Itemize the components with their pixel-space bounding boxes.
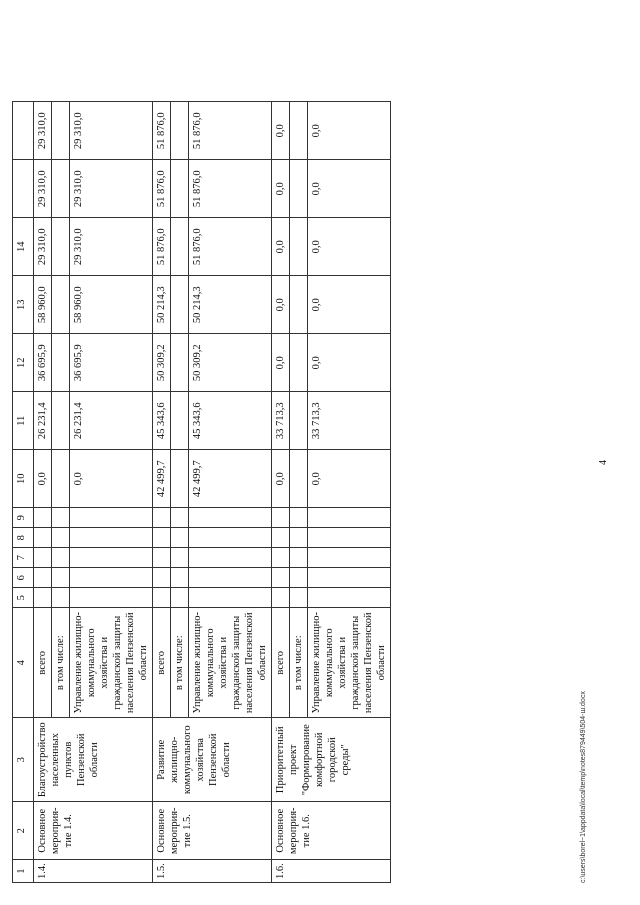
value-cell: 51 876,0 [189,102,272,160]
row-label: в том числе: [290,608,308,718]
event-name: Основное мероприя-тие 1.5. [153,802,272,860]
empty-cell [308,568,391,588]
value-cell: 0,0 [70,450,153,508]
column-header: 7 [13,548,34,568]
empty-cell [34,508,52,528]
empty-cell [153,548,171,568]
empty-cell [153,528,171,548]
empty-cell [290,528,308,548]
value-cell [171,392,189,450]
value-cell [290,392,308,450]
empty-cell [153,568,171,588]
value-cell [52,334,70,392]
empty-cell [171,588,189,608]
event-name: Основное мероприя-тие 1.4. [34,802,153,860]
column-header: 12 [13,334,34,392]
empty-cell [70,568,153,588]
value-cell: 51 876,0 [153,102,171,160]
empty-cell [189,508,272,528]
empty-cell [153,508,171,528]
value-cell: 45 343,6 [153,392,171,450]
value-cell: 45 343,6 [189,392,272,450]
column-header: 5 [13,588,34,608]
value-cell: 29 310,0 [70,160,153,218]
empty-cell [290,508,308,528]
empty-cell [34,568,52,588]
value-cell: 33 713,3 [272,392,290,450]
column-header: 14 [13,218,34,276]
value-cell: 0,0 [308,160,391,218]
column-header: 3 [13,718,34,802]
empty-cell [52,548,70,568]
item-number: 1.5. [153,860,272,883]
footer-file-path: c:\users\borel~1\appdata\local\temp\notes879449\504-ш.docx [580,691,587,883]
empty-cell [308,548,391,568]
row-label: всего [272,608,290,718]
program-name: Приоритетный проект "Формирование комфортной городской среды" [272,718,391,802]
empty-cell [153,588,171,608]
empty-cell [52,588,70,608]
empty-cell [52,568,70,588]
empty-cell [272,528,290,548]
empty-cell [52,508,70,528]
value-cell [171,450,189,508]
value-cell: 51 876,0 [153,218,171,276]
column-header: 4 [13,608,34,718]
column-header: 11 [13,392,34,450]
value-cell: 29 310,0 [34,218,52,276]
item-number: 1.6. [272,860,391,883]
column-header: 10 [13,450,34,508]
empty-cell [70,528,153,548]
value-cell [52,102,70,160]
value-cell: 50 214,3 [189,276,272,334]
column-header: 9 [13,508,34,528]
value-cell [171,102,189,160]
value-cell: 50 309,2 [153,334,171,392]
value-cell: 0,0 [272,450,290,508]
value-cell: 33 713,3 [308,392,391,450]
value-cell: 0,0 [308,276,391,334]
value-cell: 29 310,0 [34,102,52,160]
column-header [13,160,34,218]
empty-cell [189,568,272,588]
empty-cell [52,528,70,548]
value-cell: 29 310,0 [70,102,153,160]
empty-cell [171,508,189,528]
program-name: Благоустройство населенных пунктов Пензенской области [34,718,153,802]
value-cell: 36 695,9 [70,334,153,392]
empty-cell [171,568,189,588]
value-cell: 0,0 [308,450,391,508]
value-cell: 26 231,4 [70,392,153,450]
item-number: 1.4. [34,860,153,883]
empty-cell [308,508,391,528]
program-name: Развитие жилищно-коммунального хозяйства Пензенской области [153,718,272,802]
value-cell: 29 310,0 [70,218,153,276]
empty-cell [70,548,153,568]
value-cell [52,276,70,334]
empty-cell [189,588,272,608]
value-cell [290,160,308,218]
value-cell: 50 214,3 [153,276,171,334]
column-header: 2 [13,802,34,860]
value-cell: 36 695,9 [34,334,52,392]
row-label: всего [153,608,171,718]
empty-cell [290,588,308,608]
empty-cell [70,508,153,528]
empty-cell [272,568,290,588]
page-number: 4 [598,460,609,465]
value-cell: 0,0 [272,334,290,392]
table-row [34,102,52,883]
empty-cell [34,528,52,548]
value-cell: 29 310,0 [34,160,52,218]
row-label: в том числе: [52,608,70,718]
value-cell: 0,0 [272,102,290,160]
empty-cell [34,588,52,608]
value-cell [290,450,308,508]
row-label: всего [34,608,52,718]
value-cell [171,276,189,334]
value-cell: 42 499,7 [153,450,171,508]
empty-cell [308,528,391,548]
value-cell: 51 876,0 [189,218,272,276]
value-cell: 50 309,2 [189,334,272,392]
header-row [13,102,34,883]
value-cell: 0,0 [272,276,290,334]
row-label: Управление жилищно-коммунального хозяйства и гражданской защиты населения Пензенской области [308,608,391,718]
column-header: 13 [13,276,34,334]
value-cell: 0,0 [272,160,290,218]
value-cell: 0,0 [308,218,391,276]
empty-cell [308,588,391,608]
empty-cell [272,588,290,608]
table-row [153,102,171,883]
empty-cell [171,548,189,568]
value-cell [171,218,189,276]
empty-cell [272,548,290,568]
event-name: Основное мероприя-тие 1.6. [272,802,391,860]
value-cell: 0,0 [272,218,290,276]
value-cell [290,334,308,392]
row-label: Управление жилищно-коммунального хозяйства и гражданской защиты населения Пензенской области [70,608,153,718]
value-cell [171,160,189,218]
empty-cell [290,548,308,568]
row-label: в том числе: [171,608,189,718]
value-cell: 51 876,0 [189,160,272,218]
table-row [272,102,290,883]
value-cell: 58 960,0 [70,276,153,334]
value-cell [171,334,189,392]
empty-cell [189,548,272,568]
value-cell [52,392,70,450]
budget-table [12,101,391,883]
value-cell [52,218,70,276]
column-header: 6 [13,568,34,588]
empty-cell [171,528,189,548]
value-cell [52,160,70,218]
value-cell [52,450,70,508]
value-cell: 42 499,7 [189,450,272,508]
column-header: 8 [13,528,34,548]
value-cell: 58 960,0 [34,276,52,334]
empty-cell [34,548,52,568]
empty-cell [272,508,290,528]
empty-cell [189,528,272,548]
value-cell: 0,0 [34,450,52,508]
value-cell: 51 876,0 [153,160,171,218]
value-cell [290,102,308,160]
value-cell: 0,0 [308,334,391,392]
value-cell [290,276,308,334]
empty-cell [70,588,153,608]
column-header: 1 [13,860,34,883]
value-cell [290,218,308,276]
column-header [13,102,34,160]
empty-cell [290,568,308,588]
value-cell: 0,0 [308,102,391,160]
value-cell: 26 231,4 [34,392,52,450]
row-label: Управление жилищно-коммунального хозяйства и гражданской защиты населения Пензенской области [189,608,272,718]
